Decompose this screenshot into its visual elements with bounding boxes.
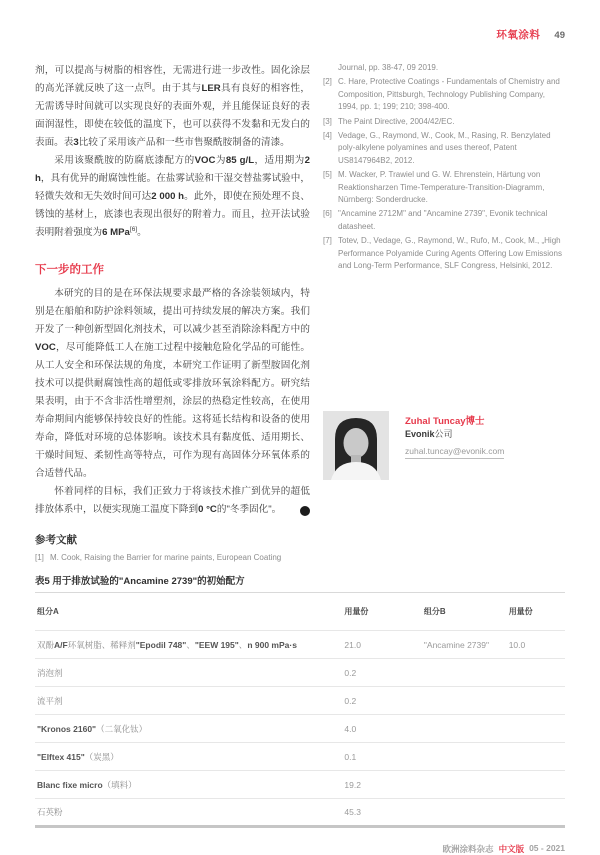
right-column xyxy=(323,62,565,566)
table-row xyxy=(35,631,565,659)
author-info xyxy=(405,411,504,480)
end-of-article-icon: ‹ xyxy=(300,506,310,516)
author-name: Zuhal Tuncay博士 xyxy=(405,415,485,427)
reference-text: Journal, pp. 38-47, 09 2019. xyxy=(338,63,439,72)
footer-edition: 中文版 xyxy=(498,844,525,855)
table-cell-comp-a: 双酚A/F环氧树脂、稀释剂"Epodil 748"、"EEW 195"、n 900 mPa·s xyxy=(35,631,342,659)
table-cell-amount-a: 21.0 xyxy=(342,631,422,659)
table-cell-amount-a: 4.0 xyxy=(342,715,422,743)
reference-text: M. Cook, Raising the Barrier for marine paints, European Coating xyxy=(50,553,282,562)
article-columns xyxy=(35,62,565,566)
table-cell-amount-a: 19.2 xyxy=(342,771,422,799)
table-cell-comp-b xyxy=(422,771,507,799)
reference-text: Vedage, G., Raymond, W., Cook, M., Rasing, R. Benzylated poly-alkylene polyamines and uses thereof, Patent US8147964B2, 2012. xyxy=(338,131,551,165)
section-heading-next-steps: 下一步的工作 xyxy=(35,264,104,276)
left-column xyxy=(35,62,323,566)
paragraph: 采用该聚酰胺的防腐底漆配方的VOC为85 g/L，适用期为2 h，具有优异的耐腐蚀性能。在盐雾试验和干湿交替盐雾试验中，轻微失效和无失效时间可达2 000 h。此外，即使在预处理不良、锈蚀的基材上，底漆也表现出很好的附着力。而且，拉开法试验表明附着强度为6 MPa[6]。 xyxy=(35,155,311,238)
table-cell-amount-a: 45.3 xyxy=(342,799,422,827)
reference-item xyxy=(323,62,565,74)
reference-item xyxy=(323,235,565,272)
table-cell-amount-b xyxy=(507,687,565,715)
table-cell-amount-b xyxy=(507,799,565,827)
paragraph: 剂，可以提高与树脂的相容性，无需进行进一步改性。固化涂层的高光泽就反映了这一点[5]。由于其与LER具有良好的相容性，无需诱导时间就可以实现良好的表面外观，并且能保证良好的表面润湿性，即使在较低的温度下，也可以获得不发黏和无发白的表面。表3比较了采用该产品和一些市售聚酰胺制备的清漆。 xyxy=(35,65,311,148)
table-cell-amount-b: 10.0 xyxy=(507,631,565,659)
table-cell-amount-b xyxy=(507,659,565,687)
reference-text: M. Wacker, P. Trawiel und G. W. Ehrenstein, Härtung von Reaktionsharzen Time-Temperature-Transition-Diagramm, Nürnberg: Sonderdrucke. xyxy=(338,170,545,205)
author-company: Evonik公司 xyxy=(405,428,453,439)
reference-number: [4] xyxy=(323,131,332,141)
footer-issue: 05 - 2021 xyxy=(529,843,565,854)
table-cell-comp-a: 流平剂 xyxy=(35,687,342,715)
table-cell-comp-a: 消泡剂 xyxy=(35,659,342,687)
reference-text: C. Hare, Protective Coatings - Fundamentals of Chemistry and Composition, Pittsburgh, Technology Publishing Company, 1994, pp. 1; 199; 210; 398-400. xyxy=(338,77,560,112)
references-heading: 参考文献 xyxy=(35,534,77,546)
table-row xyxy=(35,659,565,687)
page-number: 49 xyxy=(554,30,565,41)
paragraph-text: 怀着同样的目标，我们正致力于将该技术推广到优异的超低排放体系中，以便实现施工温度下降到0 °C的"冬季固化"。 xyxy=(35,486,310,515)
reference-item xyxy=(35,552,310,564)
table-cell-comp-a: 石英粉 xyxy=(35,799,342,827)
reference-number: [5] xyxy=(323,170,332,180)
formulation-table xyxy=(35,592,565,828)
table-row xyxy=(35,799,565,827)
reference-item xyxy=(323,116,565,128)
table-cell-amount-a: 0.2 xyxy=(342,687,422,715)
paragraph xyxy=(35,483,323,519)
column-header-amount-b: 用量份 xyxy=(508,607,533,617)
table-cell-amount-b xyxy=(507,771,565,799)
author-block xyxy=(323,411,565,480)
references-list xyxy=(323,62,565,273)
reference-number: [7] xyxy=(323,236,332,246)
table-cell-amount-b xyxy=(507,715,565,743)
column-header-component-a: 组分A xyxy=(37,607,59,617)
paragraph: 本研究的目的是在环保法规要求最严格的各涂装领域内，特别是在船舶和防护涂料领域，提出可持续发展的解决方案。我们开发了一种创新型固化剂技术，可以减少甚至消除涂料配方中的VOC，尽可能降低工人在施工过程中接触危险化学品的可能性。从工人安全和环保法规的角度，本研究工作证明了新型胺固化剂技术可以提供耐腐蚀性高的超低或零排放环氧涂料配方。研究结果表明，由于不含非活性增塑剂，涂层的热稳定性较高，在使用寿命期间内能够保持较良好的性能。这将延长结构和设备的使用寿命，降低对环境的总体影响。该技术具有黏度低、适用期长、干燥时间短、柔韧性高等特点，可作为现有高固体分环氧体系的合适替代品。 xyxy=(35,288,310,479)
table-cell-amount-a: 0.2 xyxy=(342,659,422,687)
author-email-link[interactable]: zuhal.tuncay@evonik.com xyxy=(405,445,504,459)
table-row xyxy=(35,743,565,771)
reference-number: [6] xyxy=(323,209,332,219)
column-header-amount-a: 用量份 xyxy=(344,607,369,617)
reference-item xyxy=(323,208,565,233)
reference-item xyxy=(323,76,565,113)
footer-journal-name: 欧洲涂料杂志 xyxy=(442,844,494,855)
page-footer xyxy=(35,843,565,855)
reference-number: [1] xyxy=(35,553,44,562)
reference-text: Totev, D., Vedage, G., Raymond, W., Rufo, M., Cook, M., „High Performance Polyamide Curing Agents Offering Low Emissions and Long-Term Performance, SLF Congress, Helsinki, 2012. xyxy=(338,236,562,271)
table-cell-comp-b xyxy=(422,715,507,743)
column-header-component-b: 组分B xyxy=(423,607,446,617)
table-cell-amount-b xyxy=(507,743,565,771)
reference-item xyxy=(323,130,565,167)
table-cell-amount-a: 0.1 xyxy=(342,743,422,771)
table-cell-comp-a: "Elftex 415"（炭黑） xyxy=(35,743,342,771)
table-row xyxy=(35,687,565,715)
table-header-row xyxy=(35,593,565,631)
reference-number: [3] xyxy=(323,116,332,126)
reference-number: [2] xyxy=(323,77,332,87)
table-cell-comp-b xyxy=(422,743,507,771)
table-row xyxy=(35,715,565,743)
table-cell-comp-a: Blanc fixe micro（填料） xyxy=(35,771,342,799)
section-title: 环氧涂料 xyxy=(496,29,541,41)
table-cell-comp-b xyxy=(422,799,507,827)
table-cell-comp-b xyxy=(422,659,507,687)
reference-item xyxy=(323,169,565,206)
page-header xyxy=(35,27,565,41)
author-portrait-photo xyxy=(323,411,389,480)
reference-text: "Ancamine 2712M" and "Ancamine 2739", Evonik technical datasheet. xyxy=(338,209,548,231)
table-cell-comp-a: "Kronos 2160"（二氧化钛） xyxy=(35,715,342,743)
table-row xyxy=(35,771,565,799)
table-cell-comp-b: "Ancamine 2739" xyxy=(422,631,507,659)
reference-text: The Paint Directive, 2004/42/EC. xyxy=(338,116,455,126)
table-cell-comp-b xyxy=(422,687,507,715)
table-caption: 表5 用于排放试验的"Ancamine 2739"的初始配方 xyxy=(35,576,245,588)
